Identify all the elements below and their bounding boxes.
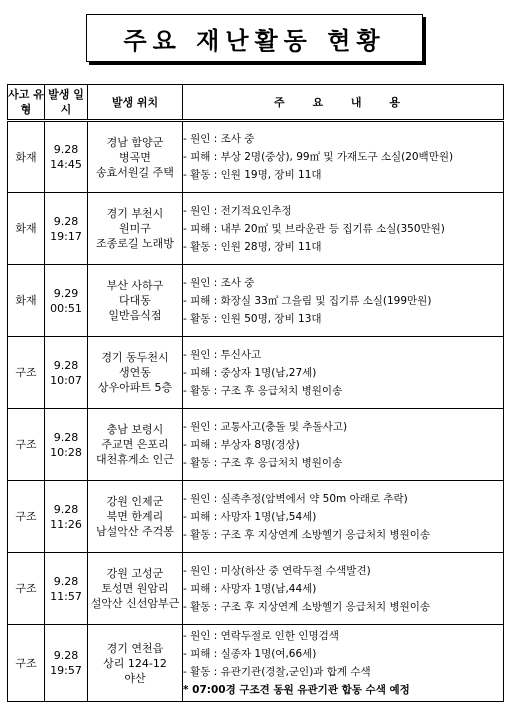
table-row	[8, 625, 504, 702]
incident-details	[183, 193, 504, 265]
detail-line: - 활동 : 구조 후 지상연계 소방헬기 응급처치 병원이송	[183, 528, 431, 541]
incident-type: 화재	[8, 121, 45, 193]
incident-date: 9.28	[53, 649, 79, 662]
location-line: 상우아파트 5층	[97, 381, 173, 394]
detail-line: - 원인 : 교통사고(충돌 및 추돌사고)	[183, 420, 348, 433]
detail-line: - 원인 : 투신사고	[183, 348, 262, 361]
location-line: 남설악산 주걱봉	[96, 525, 174, 538]
incident-location	[88, 193, 183, 265]
location-line: 강원 인제군	[106, 495, 164, 508]
incident-location	[88, 553, 183, 625]
incident-details	[183, 265, 504, 337]
header-location: 발생 위치	[88, 85, 183, 121]
location-line: 다대동	[119, 294, 151, 307]
page-title-box	[86, 14, 423, 62]
incident-details	[183, 337, 504, 409]
incident-type: 구조	[8, 625, 45, 702]
detail-line: - 피해 : 사망자 1명(남,44세)	[183, 582, 317, 595]
incident-details	[183, 553, 504, 625]
detail-line: - 원인 : 실족추정(암벽에서 약 50m 아래로 추락)	[183, 492, 408, 505]
incident-type: 구조	[8, 553, 45, 625]
incident-location	[88, 481, 183, 553]
incident-details	[183, 121, 504, 193]
page-title: 주요 재난활동 현황	[123, 26, 386, 55]
table-row	[8, 337, 504, 409]
detail-line: - 활동 : 구조 후 지상연계 소방헬기 응급처치 병원이송	[183, 600, 431, 613]
location-line: 강원 고성군	[106, 567, 164, 580]
detail-line: - 피해 : 내부 20㎡ 및 브라운관 등 집기류 소실(350만원)	[183, 222, 445, 235]
incident-location	[88, 265, 183, 337]
location-line: 병곡면	[119, 150, 151, 164]
location-line: 대천휴게소 인근	[96, 453, 174, 466]
incident-time: 14:45	[50, 158, 82, 171]
incident-date: 9.28	[53, 214, 79, 228]
incident-type: 화재	[8, 265, 45, 337]
incident-type: 구조	[8, 337, 45, 409]
incident-date: 9.28	[53, 502, 79, 516]
incident-datetime	[45, 193, 88, 265]
location-line: 상리 124-12	[103, 656, 167, 670]
location-line: 부산 사하구	[106, 279, 164, 292]
incident-datetime	[45, 337, 88, 409]
incident-time: 19:57	[50, 664, 82, 677]
detail-line: - 피해 : 화장실 33㎡ 그을림 및 집기류 소실(199만원)	[183, 294, 432, 307]
detail-line: - 피해 : 사망자 1명(남,54세)	[183, 510, 317, 523]
table-row	[8, 121, 504, 193]
incident-time: 19:17	[50, 229, 82, 243]
location-line: 충남 보령시	[106, 423, 164, 436]
incident-details	[183, 409, 504, 481]
table-row	[8, 553, 504, 625]
incident-location	[88, 409, 183, 481]
incident-details	[183, 625, 504, 702]
detail-line: - 원인 : 미상(하산 중 연락두절 수색발견)	[183, 564, 371, 577]
table-row	[8, 409, 504, 481]
detail-line: - 활동 : 인원 28명, 장비 11대	[183, 240, 322, 253]
detail-line: - 활동 : 구조 후 응급처치 병원이송	[183, 384, 343, 397]
incident-date: 9.28	[53, 143, 79, 156]
incident-type: 구조	[8, 481, 45, 553]
detail-line: - 활동 : 구조 후 응급처치 병원이송	[183, 456, 343, 469]
location-line: 설악산 신선암부근	[90, 597, 180, 610]
detail-line: - 피해 : 실종자 1명(여,66세)	[183, 648, 317, 660]
location-line: 송효서원길 주택	[96, 165, 174, 179]
incident-time: 11:57	[50, 589, 82, 603]
location-line: 주교면 은포리	[101, 438, 169, 451]
incident-date: 9.28	[53, 430, 79, 444]
incident-details	[183, 481, 504, 553]
location-line: 경기 동두천시	[101, 351, 169, 364]
location-line: 야산	[124, 671, 146, 685]
detail-line: - 활동 : 유관기관(경찰,군인)과 합계 수색	[183, 666, 371, 678]
location-line: 경기 연천읍	[106, 641, 164, 655]
incident-table	[7, 84, 504, 702]
incident-datetime	[45, 265, 88, 337]
incident-type: 화재	[8, 193, 45, 265]
header-type: 사고 유형	[8, 85, 45, 121]
incident-time: 00:51	[50, 301, 82, 315]
incident-datetime	[45, 121, 88, 193]
detail-line: - 원인 : 전기적요인추정	[183, 204, 292, 217]
detail-line: - 피해 : 부상 2명(중상), 99㎡ 및 가재도구 소실(20백만원)	[183, 151, 454, 163]
incident-time: 10:28	[50, 445, 82, 459]
incident-datetime	[45, 481, 88, 553]
detail-line: - 원인 : 연락두절로 인한 인명검색	[183, 630, 339, 642]
incident-datetime	[45, 409, 88, 481]
table-row	[8, 265, 504, 337]
incident-type: 구조	[8, 409, 45, 481]
incident-date: 9.28	[53, 358, 79, 372]
detail-line: - 피해 : 중상자 1명(남,27세)	[183, 366, 317, 379]
detail-line: - 활동 : 인원 19명, 장비 11대	[183, 169, 322, 181]
location-line: 생연동	[119, 366, 151, 379]
location-line: 토성면 원암리	[101, 582, 169, 595]
incident-location	[88, 625, 183, 702]
incident-date: 9.29	[53, 286, 79, 300]
location-line: 경남 함양군	[106, 135, 164, 149]
table-header-row	[8, 85, 504, 121]
detail-line: - 활동 : 인원 50명, 장비 13대	[183, 312, 322, 325]
location-line: 북면 한계리	[106, 510, 164, 523]
incident-datetime	[45, 625, 88, 702]
incident-time: 11:26	[50, 517, 82, 531]
location-line: 원미구	[119, 222, 151, 235]
table-row	[8, 193, 504, 265]
table-row	[8, 481, 504, 553]
location-line: 경기 부천시	[106, 207, 164, 220]
incident-datetime	[45, 553, 88, 625]
header-datetime: 발생 일시	[45, 85, 88, 121]
detail-note: * 07:00경 구조견 동원 유관기관 합동 수색 예정	[183, 684, 410, 696]
header-content: 주 요 내 용	[183, 85, 504, 121]
location-line: 일반음식점	[108, 309, 162, 322]
location-line: 조종로길 노래방	[96, 237, 174, 250]
incident-location	[88, 337, 183, 409]
incident-location	[88, 121, 183, 193]
incident-date: 9.28	[53, 574, 79, 588]
detail-line: - 원인 : 조사 중	[183, 276, 255, 289]
incident-time: 10:07	[50, 373, 82, 387]
detail-line: - 원인 : 조사 중	[183, 133, 255, 145]
detail-line: - 피해 : 부상자 8명(경상)	[183, 438, 300, 451]
